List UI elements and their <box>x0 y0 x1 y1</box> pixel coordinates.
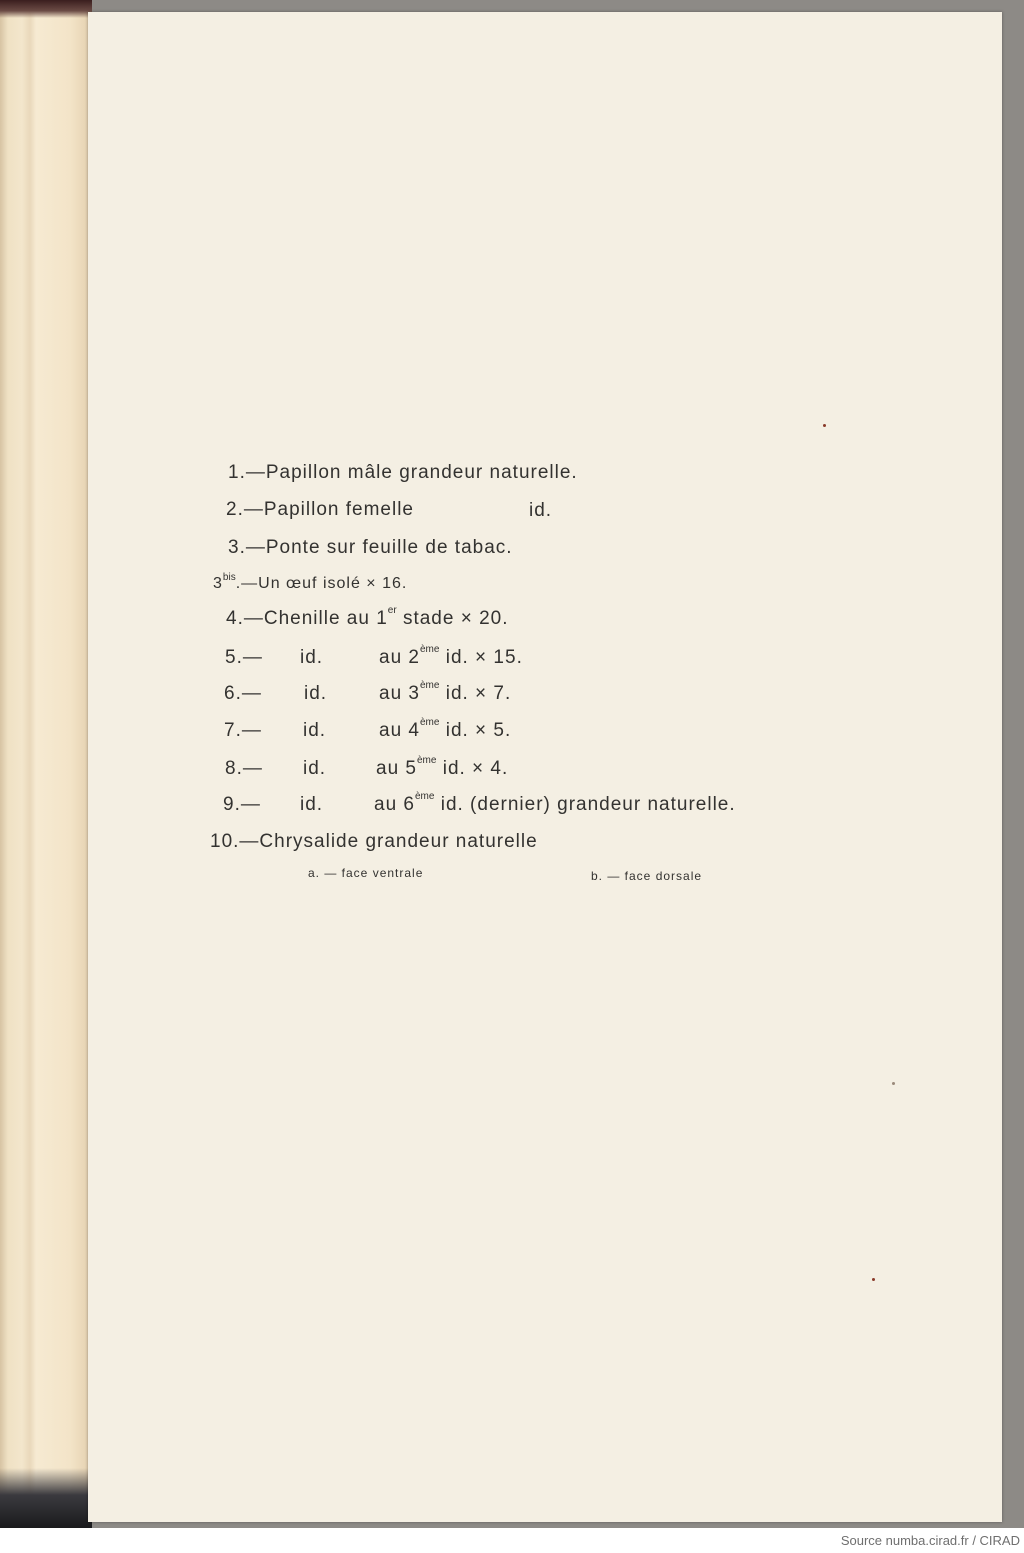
caption-dash: — <box>241 720 262 741</box>
caption-rest: id. (dernier) grandeur naturelle. <box>434 794 736 815</box>
caption-dash: — <box>245 462 266 483</box>
footer-bar <box>0 1528 1024 1553</box>
caption-dash: — <box>242 758 263 779</box>
caption-sup: ème <box>414 791 435 802</box>
caption-number: 2. <box>226 499 244 520</box>
caption-2-id: id. <box>529 500 553 521</box>
caption-4 <box>226 605 509 629</box>
caption-6-stage <box>379 680 512 704</box>
caption-5 <box>225 648 263 667</box>
caption-number-sup: bis <box>222 572 236 583</box>
caption-7 <box>224 721 262 740</box>
caption-5-id: id. <box>300 647 324 668</box>
spine-top-shadow <box>0 0 92 18</box>
paper-speck <box>892 1082 895 1085</box>
caption-text-a: Chenille au 1 <box>263 608 388 629</box>
caption-dash: — <box>241 683 262 704</box>
document-page <box>88 12 1002 1522</box>
caption-9-stage <box>374 791 736 815</box>
caption-text: Papillon femelle <box>263 499 414 520</box>
caption-number: 5. <box>225 647 243 668</box>
caption-rest: id. × 7. <box>439 683 512 704</box>
caption-3bis <box>213 572 408 592</box>
caption-dash: — <box>242 647 263 668</box>
caption-au: au 3 <box>379 683 420 704</box>
book-spine <box>0 0 92 1528</box>
caption-number: 3. <box>228 537 246 558</box>
caption-number: 10. <box>210 831 240 852</box>
caption-dash: — <box>239 831 260 852</box>
caption-au: au 6 <box>374 794 415 815</box>
source-credit: Source numba.cirad.fr / CIRAD <box>840 1533 1020 1548</box>
caption-7-stage <box>379 717 512 741</box>
caption-sup: ème <box>419 717 440 728</box>
caption-rest: id. × 5. <box>439 720 512 741</box>
caption-9-id: id. <box>300 794 324 815</box>
caption-10 <box>210 832 538 851</box>
caption-sup: ème <box>416 755 437 766</box>
caption-number: 3 <box>213 575 223 592</box>
caption-au: au 2 <box>379 647 420 668</box>
caption-sup: ème <box>419 644 440 655</box>
caption-3 <box>228 538 513 557</box>
caption-dash: — <box>243 499 264 520</box>
caption-number: 8. <box>225 758 243 779</box>
caption-dash: — <box>241 575 259 592</box>
caption-8 <box>225 759 263 778</box>
spine-bottom-shadow <box>0 1468 92 1528</box>
caption-number: 7. <box>224 720 242 741</box>
caption-text: Chrysalide grandeur naturelle <box>259 831 538 852</box>
caption-text-b: stade × 20. <box>396 608 509 629</box>
caption-sup: ème <box>419 680 440 691</box>
caption-10-sub-b: b. — face dorsale <box>591 869 703 883</box>
caption-dash: — <box>245 537 266 558</box>
caption-text: Un œuf isolé × 16. <box>258 575 408 592</box>
caption-5-stage <box>379 644 523 668</box>
caption-number: 6. <box>224 683 242 704</box>
caption-dash: — <box>243 608 264 629</box>
caption-number: 1. <box>228 462 246 483</box>
plate-caption-list <box>88 12 1002 1522</box>
caption-au: au 5 <box>376 758 417 779</box>
caption-rest: id. × 4. <box>436 758 509 779</box>
caption-dash: — <box>240 794 261 815</box>
caption-rest: id. × 15. <box>439 647 523 668</box>
paper-speck <box>872 1278 875 1281</box>
caption-2 <box>226 500 414 519</box>
caption-8-stage <box>376 755 509 779</box>
caption-1 <box>228 463 578 482</box>
caption-number-tail: . <box>235 575 242 592</box>
caption-number: 4. <box>226 608 244 629</box>
caption-9 <box>223 795 261 814</box>
caption-6-id: id. <box>304 683 328 704</box>
caption-number: 9. <box>223 794 241 815</box>
caption-text: Ponte sur feuille de tabac. <box>265 537 513 558</box>
paper-speck <box>823 424 826 427</box>
caption-6 <box>224 684 262 703</box>
caption-10-sub-a: a. — face ventrale <box>308 866 424 880</box>
caption-text: Papillon mâle grandeur naturelle. <box>265 462 578 483</box>
caption-sup: er <box>387 605 397 616</box>
caption-7-id: id. <box>303 720 327 741</box>
caption-8-id: id. <box>303 758 327 779</box>
caption-au: au 4 <box>379 720 420 741</box>
